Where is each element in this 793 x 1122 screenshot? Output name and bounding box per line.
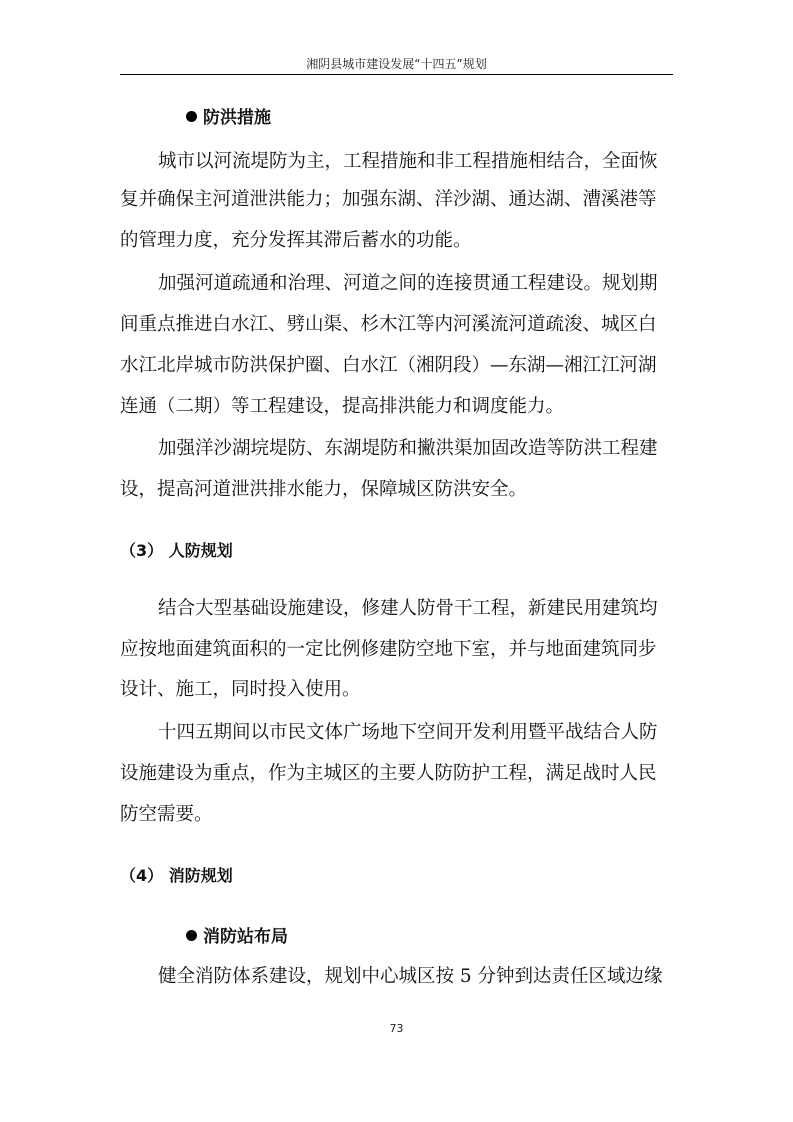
text-line: 间重点推进白水江、劈山渠、杉木江等内河溪流河道疏浚、城区白 (120, 314, 657, 335)
text-line: 水江北岸城市防洪保护圈、白水江（湘阴段）—东湖—湘江江河湖 (120, 355, 657, 376)
section-heading-fire-protection: （4） 消防规划 (120, 866, 233, 885)
text-line: 十四五期间以市民文体广场地下空间开发利用暨平战结合人防 (158, 722, 658, 743)
running-header: 湘阴县城市建设发展“十四五”规划 (306, 57, 487, 71)
bullet-dot-icon (186, 930, 197, 941)
bullet-heading-flood-measures: 防洪措施 (186, 106, 271, 130)
section-heading-civil-defense: （3） 人防规划 (120, 541, 233, 560)
text-line: 加强洋沙湖垸堤防、东湖堤防和撇洪渠加固改造等防洪工程建 (158, 438, 658, 459)
text-line: 设计、施工，同时投入使用。 (120, 679, 361, 700)
header-rule (120, 74, 673, 75)
text-line: 的管理力度，充分发挥其滞后蓄水的功能。 (120, 230, 472, 251)
text-line: 健全消防体系建设，规划中心城区按 5 分钟到达责任区域边缘 (158, 966, 663, 987)
text-line: 连通（二期）等工程建设，提高排洪能力和调度能力。 (120, 396, 565, 417)
text-line: 设，提高河道泄洪排水能力，保障城区防洪安全。 (120, 479, 528, 500)
text-line: 防空需要。 (120, 804, 213, 825)
text-line: 结合大型基础设施建设，修建人防骨干工程，新建民用建筑均 (158, 598, 658, 619)
text-line: 复并确保主河道泄洪能力；加强东湖、洋沙湖、通达湖、漕溪港等 (120, 189, 657, 210)
text-line: 城市以河流堤防为主，工程措施和非工程措施相结合，全面恢 (158, 151, 658, 172)
bullet-dot-icon (186, 111, 197, 122)
bullet-heading-fire-station-layout: 消防站布局 (186, 925, 288, 949)
text-line: 应按地面建筑面积的一定比例修建防空地下室，并与地面建筑同步 (120, 639, 657, 660)
text-line: 加强河道疏通和治理、河道之间的连接贯通工程建设。规划期 (158, 273, 658, 294)
text-line: 设施建设为重点，作为主城区的主要人防防护工程，满足战时人民 (120, 763, 657, 784)
page-number: 73 (389, 1022, 404, 1035)
